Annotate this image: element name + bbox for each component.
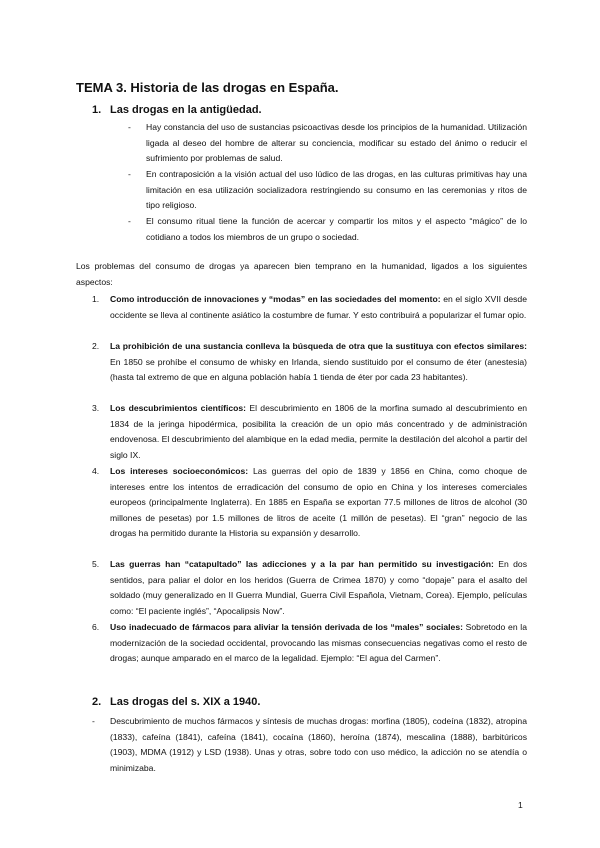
- section-2-bullet: Descubrimiento de muchos fármacos y síntesis de muchas drogas: morfina (1805), codeína (1832), atropina (1833), cafeína (1841), cafeína (1841), cocaína (1860), heroína (1874), mescalina (1888), barbitúricos (1903), MDMA (1912) y LSD (1938). Unas y otras, sobre todo con uso médico, la adicción no se atendía o minimizaba.: [110, 716, 527, 773]
- aspect-text: en el siglo XVII desde occidente se lleva al continente asiático la costumbre de fumar. Y esto contribuirá a popularizar el fumar opio.: [110, 294, 527, 320]
- aspect-heading: Uso inadecuado de fármacos para aliviar la tensión derivada de los “males” sociales:: [110, 622, 463, 632]
- intro-paragraph: Los problemas del consumo de drogas ya aparecen bien temprano en la humanidad, ligados a los siguientes aspectos:: [76, 261, 527, 287]
- aspect-item: [110, 620, 527, 667]
- section-1-bullet: En contraposición a la visión actual del uso lúdico de las drogas, en las culturas primitivas hay una limitación en esa utilización socializadora restringiendo su consumo en las ceremonias y ritos de tipo religioso.: [146, 169, 527, 211]
- bullet-dash: -: [92, 716, 95, 726]
- section-1-bullet: El consumo ritual tiene la función de acercar y compartir los mitos y el aspecto “mágico” de lo cotidiano a todos los miembros de un grupo o sociedad.: [146, 216, 527, 242]
- aspect-item: [110, 557, 527, 619]
- bullet-dash: -: [128, 122, 131, 132]
- aspect-heading: Como introducción de innovaciones y “modas” en las sociedades del momento:: [110, 294, 441, 304]
- aspect-number: 1.: [92, 294, 100, 304]
- page-number: 1: [518, 800, 523, 810]
- page-title: TEMA 3. Historia de las drogas en España.: [76, 80, 339, 95]
- aspect-item: [110, 292, 527, 323]
- aspect-heading: Los intereses socioeconómicos:: [110, 466, 249, 476]
- aspect-item: [110, 401, 527, 463]
- aspect-text: En 1850 se prohíbe el consumo de whisky en Irlanda, siendo sustituido por el consumo de éter (anestesia) (hasta tal extremo de que en alguna población había 1 tienda de éter por cada 23 habitantes).: [110, 356, 527, 383]
- aspect-heading: Las guerras han “catapultado” las adicciones y a la par han permitido su investigación:: [110, 559, 494, 569]
- aspect-number: 5.: [92, 559, 100, 569]
- section-1-bullet: Hay constancia del uso de sustancias psicoactivas desde los principios de la humanidad. Utilización ligada al deseo del hombre de alterar su conciencia, modificar su estado del ánimo o reducir el sufrimiento por problemas de salud.: [146, 122, 527, 164]
- aspect-heading: La prohibición de una sustancia conlleva la búsqueda de otra que la sustituya con efectos similares:: [110, 341, 527, 351]
- aspect-number: 4.: [92, 466, 100, 476]
- section-2-number: 2.: [92, 696, 102, 708]
- aspect-item: [110, 339, 527, 386]
- aspect-number: 3.: [92, 403, 100, 413]
- aspect-text: El descubrimiento en 1806 de la morfina sumado al descubrimiento en 1834 de la jeringa hipodérmica, posibilita la creación de un opio más concentrado y de administración endovenosa. El descubrimiento del alambique en la edad media, permite la destilación del alcohol a partir del siglo IX.: [110, 403, 528, 460]
- aspect-number: 6.: [92, 622, 100, 632]
- aspect-text: Sobretodo en la modernización de la sociedad occidental, provocando las mismas consecuencias negativas como el resto de drogas; aunque amparado en el marco de la legalidad. Ejemplo: “El agua del Carmen”.: [110, 622, 527, 664]
- bullet-dash: -: [128, 169, 131, 179]
- bullet-dash: -: [128, 216, 131, 226]
- aspect-text: Las guerras del opio de 1839 y 1856 en China, como choque de intereses entre los intentos de erradicación del consumo de opio en China y los intereses comerciales europeos (principalmente Inglaterra). En 1885 en España se exportan 77.5 millones de litros de alcohol (30 millones de pesetas) por 1.5 millones de litros de aceite (1 millón de pesetas). El “gran” negocio de las drogas ha permitido durante la Historia su expansión y desarrollo.: [110, 466, 528, 539]
- aspect-text: En dos sentidos, para paliar el dolor en los heridos (Guerra de Crimea 1870) y como “dopaje” para el asalto del soldado (muy generalizado en II Guerra Mundial, Guerra Civil Española, Vietnam, Corea). Ejemplo, películas como: “El paciente inglés”, “Apocalipsis Now”.: [110, 559, 527, 616]
- section-2-heading: Las drogas del s. XIX a 1940.: [110, 696, 261, 708]
- aspect-item: [110, 464, 527, 542]
- aspect-number: 2.: [92, 341, 100, 351]
- aspect-heading: Los descubrimientos científicos:: [110, 403, 247, 413]
- section-1-number: 1.: [92, 104, 102, 116]
- section-1-heading: Las drogas en la antigüedad.: [110, 104, 262, 116]
